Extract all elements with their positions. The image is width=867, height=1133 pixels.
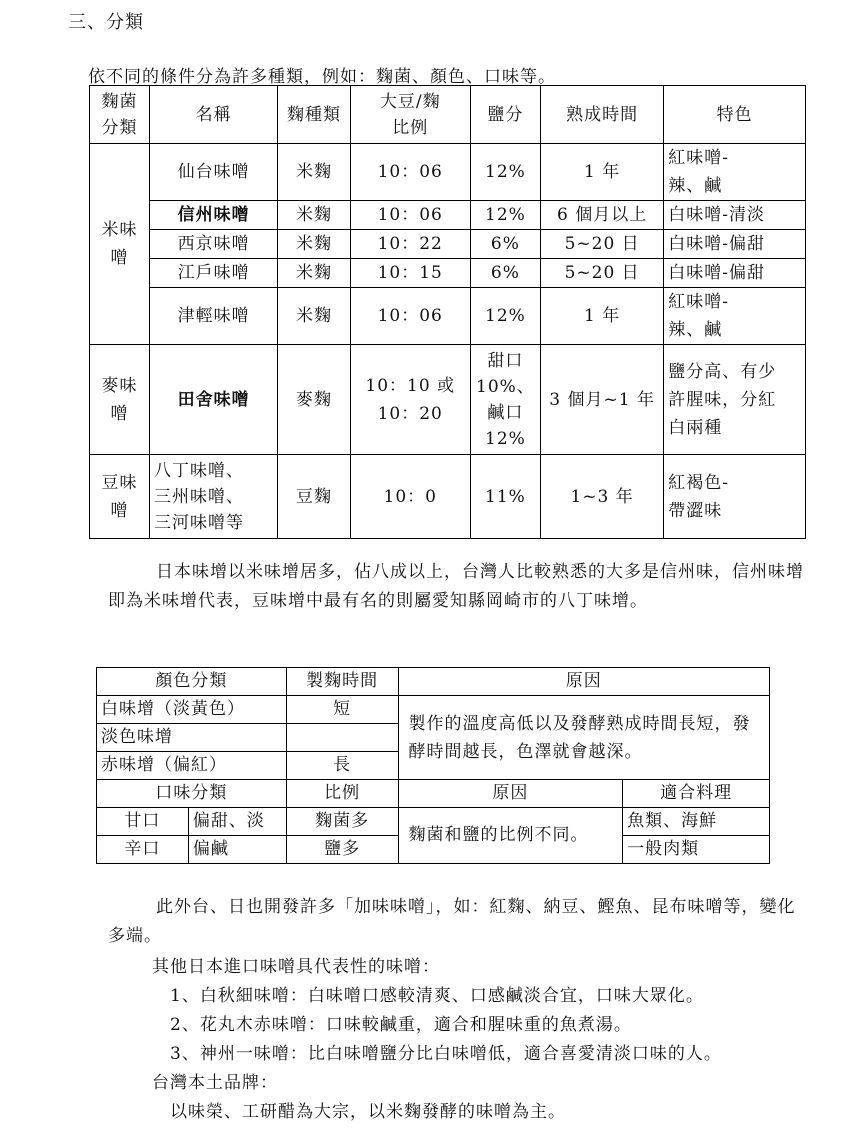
color-name: 白味增（淡黃色） [97,696,287,724]
header-ratio: 比例 [286,780,398,808]
koji-type: 米麴 [278,201,350,230]
table-row [90,144,806,201]
header-taste: 口味分類 [97,780,287,808]
taste-reason: 麴菌和鹽的比例不同。 [398,808,623,864]
header-koji-time: 製麴時間 [286,668,398,696]
category-cell: 豆味噌 [90,455,150,539]
dish: 一般肉類 [623,836,770,864]
header-time: 熟成時間 [541,86,664,144]
salt: 12% [470,288,540,345]
brand-title: 台灣本土品牌： [152,1073,278,1093]
ratio: 10：06 [350,201,470,230]
koji-time [286,724,398,752]
koji-time: 短 [286,696,398,724]
table-row [90,259,806,288]
miso-name: 八丁味噌、 三州味噌、 三河味噌等 [150,455,278,539]
table-row [97,808,770,836]
paragraph-flavored-miso: 此外台、日也開發許多「加味味噌」，如：紅麴、納豆、鰹魚、昆布味噌等，變化多端。 [108,897,796,946]
taste-desc: 偏鹹 [188,836,286,864]
list-item: 1、白秋細味噌：白味噌口感較清爽、口感鹹淡合宜，口味大眾化。 [170,986,704,1006]
header-color: 顏色分類 [97,668,287,696]
taste-name: 辛口 [97,836,189,864]
paragraph-miso-popularity: 日本味增以米味增居多，佔八成以上，台灣人比較熟悉的大多是信州味，信州味增即為米味增代表，豆味增中最有名的則屬愛知縣岡崎市的八丁味增。 [108,562,804,611]
list-item: 2、花丸木赤味噌：口味較鹹重，適合和腥味重的魚煮湯。 [170,1015,632,1035]
category-cell: 麥味噌 [90,345,150,455]
time: 6 個月以上 [541,201,664,230]
list-item: 3、神州一味噌：比白味噌鹽分比白味噌低，適合喜愛清淡口味的人。 [170,1044,722,1064]
miso-name: 仙台味噌 [150,144,278,201]
salt: 6% [470,230,540,259]
salt: 6% [470,259,540,288]
color-name: 淡色味增 [97,724,287,752]
ratio: 10：15 [350,259,470,288]
taste-ratio: 鹽多 [286,836,398,864]
feature: 紅褐色- 帶澀味 [664,455,806,539]
header-dish: 適合料理 [623,780,770,808]
table-row [90,201,806,230]
koji-type: 豆麴 [278,455,350,539]
miso-name: 西京味噌 [150,230,278,259]
section-heading: 三、分類 [68,12,144,33]
koji-type: 米麴 [278,230,350,259]
table-row [90,345,806,455]
dish: 魚類、海鮮 [623,808,770,836]
feature: 白味噌-偏甜 [664,259,806,288]
miso-name: 信州味噌 [150,201,278,230]
feature: 白味噌-清淡 [664,201,806,230]
ratio: 10：10 或 10：20 [350,345,470,455]
color-taste-table [96,667,770,864]
time: 1~3 年 [541,455,664,539]
koji-type: 麥麴 [278,345,350,455]
time: 1 年 [541,144,664,201]
header-koji: 麴種類 [278,86,350,144]
table-row [90,230,806,259]
salt: 甜口 10%、 鹹口 12% [470,345,540,455]
feature: 紅味噌- 辣、鹹 [664,144,806,201]
list-title: 其他日本進口味噌具代表性的味噌： [152,957,440,977]
koji-type: 米麴 [278,288,350,345]
koji-type: 米麴 [278,144,350,201]
feature: 白味噌-偏甜 [664,230,806,259]
miso-name: 田舍味噌 [150,345,278,455]
header-salt: 鹽分 [470,86,540,144]
header-reason: 原因 [398,780,623,808]
taste-desc: 偏甜、淡 [188,808,286,836]
header-ratio: 大豆/麴 比例 [350,86,470,144]
salt: 12% [470,201,540,230]
intro-text: 依不同的條件分為許多種類，例如：麴菌、顏色、口味等。 [88,67,556,87]
koji-classification-table [89,85,806,539]
time: 5~20 日 [541,259,664,288]
ratio: 10：22 [350,230,470,259]
header-category: 麴菌 分類 [90,86,150,144]
salt: 12% [470,144,540,201]
taste-ratio: 麴菌多 [286,808,398,836]
miso-name: 津輕味噌 [150,288,278,345]
ratio: 10：0 [350,455,470,539]
table-row [97,696,770,724]
header-name: 名稱 [150,86,278,144]
time: 5~20 日 [541,230,664,259]
koji-time: 長 [286,752,398,780]
ratio: 10：06 [350,144,470,201]
taste-name: 甘口 [97,808,189,836]
color-reason: 製作的溫度高低以及發酵熟成時間長短，發酵時間越長，色澤就會越深。 [398,696,769,780]
feature: 紅味噌- 辣、鹹 [664,288,806,345]
brand-text: 以味榮、工研醋為大宗，以米麴發酵的味噌為主。 [170,1102,566,1122]
time: 1 年 [541,288,664,345]
salt: 11% [470,455,540,539]
feature: 鹽分高、有少 許腥味，分紅 白兩種 [664,345,806,455]
color-name: 赤味增（偏紅） [97,752,287,780]
header-feature: 特色 [664,86,806,144]
header-reason: 原因 [398,668,769,696]
table-row [90,288,806,345]
time: 3 個月~1 年 [541,345,664,455]
koji-type: 米麴 [278,259,350,288]
ratio: 10：06 [350,288,470,345]
category-cell: 米味噌 [90,144,150,345]
miso-name: 江戶味噌 [150,259,278,288]
table-row [90,455,806,539]
